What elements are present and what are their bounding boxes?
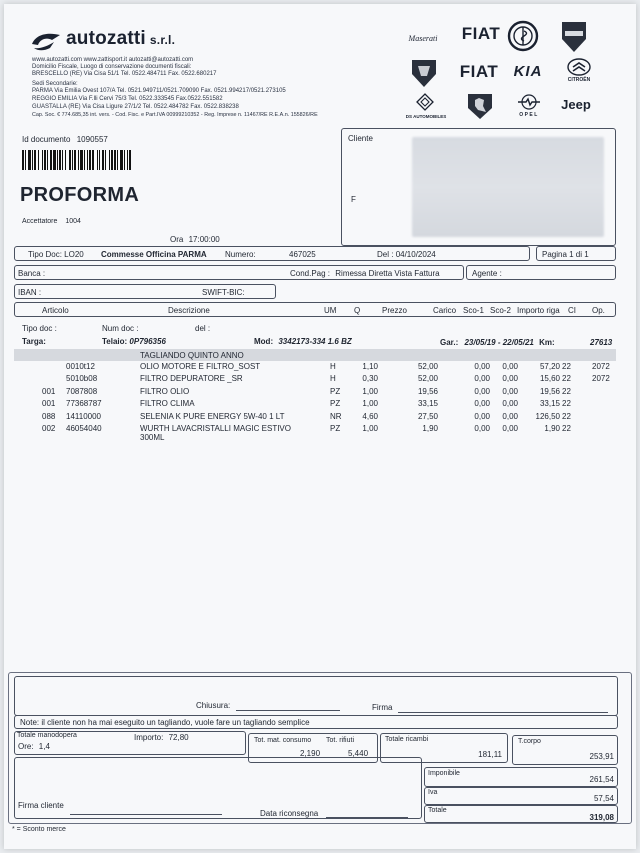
ricambi-label: Totale ricambi xyxy=(385,736,429,743)
firma-label: Firma xyxy=(372,703,393,712)
row-4-q: 1,00 xyxy=(362,399,378,409)
garanzia-value: 23/05/19 - 22/05/21 xyxy=(464,338,534,347)
company-branch-reggio: REGGIO EMILIA Via F.lli Cervi 75/3 Tel. 0522.333545 Fax.0522.551582 xyxy=(32,96,223,102)
document-id-value: 1090557 xyxy=(76,135,108,144)
ore-value: 1,4 xyxy=(38,742,50,751)
ref-tipo-doc: Tipo doc : xyxy=(22,324,57,333)
company-branch-parma: PARMA Via Emilia Ovest 107/A Tel. 0521.949711/0521.709090 Fax. 0521.994217/0521.273105 xyxy=(32,88,286,94)
firma-line xyxy=(398,712,608,713)
row-6-prezzo: 1,90 xyxy=(422,424,438,433)
row-6-sco2: 0,00 xyxy=(502,424,518,433)
row-5-sco1: 0,00 xyxy=(474,411,490,421)
row-3-q: 1,00 xyxy=(362,386,378,396)
cliente-label: Cliente xyxy=(348,134,373,143)
row-6-q: 1,00 xyxy=(362,424,378,433)
company-suffix: s.r.l. xyxy=(149,33,176,47)
row-1-q: 1,10 xyxy=(362,362,378,371)
col-ci: CI xyxy=(568,306,576,315)
lancia-logo-icon xyxy=(559,19,589,53)
row-1-desc: OLIO MOTORE E FILTRO_SOST xyxy=(140,362,261,371)
ds-automobiles-logo-icon xyxy=(414,92,436,112)
row-3-sco1: 0,00 xyxy=(474,386,490,396)
ricambi-value: 181,11 xyxy=(478,750,502,759)
accettatore xyxy=(22,218,81,225)
garanzia-label: Gar.: xyxy=(440,338,459,347)
col-um: UM xyxy=(324,306,337,315)
cond-pag-label: Cond.Pag : xyxy=(290,269,331,278)
row-3-ci: 22 xyxy=(562,386,571,396)
row-3-prezzo: 19,56 xyxy=(417,386,438,396)
imponibile-value: 261,54 xyxy=(589,775,614,784)
ora xyxy=(170,235,220,244)
row-5-desc: SELENIA K PURE ENERGY 5W-40 1 LT xyxy=(140,411,285,421)
data-riconsegna-label: Data riconsegna xyxy=(260,809,319,818)
maserati-logo: Maserati xyxy=(408,34,438,43)
col-importo: Importo riga xyxy=(517,306,560,315)
ore xyxy=(18,742,50,751)
row-6-desc: WURTH LAVACRISTALLI MAGIC ESTIVO xyxy=(140,424,291,433)
row-6-desc2: 300ML xyxy=(140,433,165,442)
col-prezzo: Prezzo xyxy=(382,306,407,315)
company-fiscal-label: Domicilio Fiscale, Luogo di conservazione documenti fiscali: xyxy=(32,64,192,70)
ora-value: 17:00:00 xyxy=(188,235,220,244)
row-6-sco1: 0,00 xyxy=(474,424,490,433)
row-5-importo: 126,50 xyxy=(535,411,560,421)
row-5-cls: 088 xyxy=(42,411,56,421)
company-main-address: BRESCELLO (RE) Via Cisa 51/1 Tel. 0522.484711 Fax. 0522.680217 xyxy=(32,71,217,77)
row-2-um: H xyxy=(330,374,336,384)
row-4-um: PZ xyxy=(330,399,341,409)
iva-label: Iva xyxy=(428,789,438,796)
cliente-box xyxy=(341,128,616,246)
banca-label: Banca : xyxy=(18,269,46,278)
ds-automobiles-logo-text: DS AUTOMOBILES xyxy=(405,114,447,119)
chiusura-label: Chiusura: xyxy=(196,701,231,710)
row-3-cls: 001 xyxy=(42,386,56,396)
row-6-importo: 1,90 xyxy=(544,424,560,433)
row-3-um: PZ xyxy=(330,386,341,396)
row-6-ci: 22 xyxy=(562,424,571,433)
col-op: Op. xyxy=(592,306,605,315)
proforma-document xyxy=(4,4,636,849)
col-sco1: Sco-1 xyxy=(463,306,484,315)
section-band xyxy=(14,349,616,361)
rifiuti-value: 5,440 xyxy=(348,749,369,758)
row-1-um: H xyxy=(330,362,336,371)
row-2-importo: 15,60 xyxy=(539,374,560,384)
tipo-doc-value: LO20 xyxy=(64,250,84,259)
citroen-logo-text: CITROËN xyxy=(567,77,591,83)
row-2-q: 0,30 xyxy=(362,374,378,384)
col-articolo: Articolo xyxy=(42,306,69,315)
ore-label: Ore: xyxy=(18,742,34,751)
totale-label: Totale xyxy=(428,807,447,814)
note-text: Note: il cliente non ha mai eseguito un tagliando, vuole fare un tagliando semplice xyxy=(20,718,310,727)
col-carico: Carico xyxy=(433,306,457,315)
barcode-bar xyxy=(131,150,133,170)
row-4-sco2: 0,00 xyxy=(502,399,518,409)
garanzia xyxy=(440,338,555,347)
row-4-cls: 001 xyxy=(42,399,56,409)
cond-pag-value: Rimessa Diretta Vista Fattura xyxy=(335,269,440,278)
document-id-label: Id documento xyxy=(22,135,71,144)
row-3-importo: 19,56 xyxy=(539,386,560,396)
row-2-sco2: 0,00 xyxy=(502,374,518,384)
kia-logo: KIA xyxy=(513,63,543,80)
company-name: autozatti xyxy=(66,28,146,49)
company-web-line: www.autozatti.com www.zattisport.it autozatti@autozatti.com xyxy=(32,57,194,63)
km-value: 27613 xyxy=(590,338,613,347)
importo-manodopera-label: Importo: xyxy=(134,733,164,742)
km-label: Km: xyxy=(539,338,555,347)
accettatore-label: Accettatore xyxy=(22,218,58,225)
citroen-logo-icon xyxy=(566,58,592,76)
swift-label: SWIFT-BIC: xyxy=(202,288,245,297)
ref-num-doc: Num doc : xyxy=(102,324,139,333)
row-2-sco1: 0,00 xyxy=(474,374,490,384)
agente-label: Agente : xyxy=(472,269,502,278)
mat-consumo-value: 2,190 xyxy=(300,749,321,758)
row-4-ci: 22 xyxy=(562,399,571,409)
col-sco2: Sco-2 xyxy=(490,306,511,315)
manodopera-label: Totale manodopera xyxy=(17,732,77,739)
row-6-art: 46054040 xyxy=(66,424,102,433)
tipo-doc-label: Tipo Doc: xyxy=(28,250,62,259)
section-title: TAGLIANDO QUINTO ANNO xyxy=(140,351,244,360)
pagina-label: Pagina 1 di 1 xyxy=(542,250,589,259)
totale-value: 319,08 xyxy=(589,813,614,822)
jeep-logo: Jeep xyxy=(561,97,591,112)
row-3-desc: FILTRO OLIO xyxy=(140,386,190,396)
modello xyxy=(254,337,352,346)
tcorpo-label: T.corpo xyxy=(518,738,541,745)
fiat-logo: FIAT xyxy=(461,24,501,43)
row-4-desc: FILTRO CLIMA xyxy=(140,399,195,409)
row-5-um: NR xyxy=(330,411,342,421)
telaio-value: 0P796356 xyxy=(129,337,166,346)
ora-label: Ora xyxy=(170,235,184,244)
firma-cliente-box xyxy=(14,757,422,819)
cliente-redacted-area xyxy=(412,137,604,237)
opel-logo-icon xyxy=(517,94,541,110)
row-5-prezzo: 27,50 xyxy=(417,411,438,421)
abarth-logo-icon xyxy=(410,58,438,88)
row-5-art: 14110000 xyxy=(66,411,101,421)
sconto-note: * = Sconto merce xyxy=(12,826,66,833)
cond-pag xyxy=(290,269,440,278)
row-1-sco2: 0,00 xyxy=(502,362,518,371)
row-2-desc: FILTRO DEPURATORE _SR xyxy=(140,374,243,384)
company-logo-text xyxy=(66,28,175,50)
modello-value: 3342173-334 1.6 BZ xyxy=(278,337,352,346)
row-1-ci: 22 xyxy=(562,362,571,371)
tipo-doc xyxy=(28,250,84,259)
targa-label: Targa: xyxy=(22,337,46,346)
row-4-sco1: 0,00 xyxy=(474,399,490,409)
cliente-partial-text: F xyxy=(351,195,356,204)
commesse-label: Commesse Officina PARMA xyxy=(101,250,207,259)
firma-cliente-line xyxy=(70,814,222,815)
fiat-professional-logo: FIAT xyxy=(459,62,499,81)
importo-manodopera xyxy=(134,733,189,742)
rifiuti-label: Tot. rifiuti xyxy=(326,737,355,744)
telaio xyxy=(102,337,166,346)
company-capital-line: Cap. Soc. € 774.685,35 int. vers. - Cod. Fisc. e Part.IVA 00999210352 - Reg. Imprese n. 11467/RE R.E.A.n. 155826/RE xyxy=(32,112,318,118)
telaio-label: Telaio: xyxy=(102,337,128,346)
tcorpo-value: 253,91 xyxy=(589,752,614,761)
firma-cliente-label: Firma cliente xyxy=(18,801,64,810)
row-2-art: 5010b08 xyxy=(66,374,98,384)
numero-label: Numero: xyxy=(225,250,256,259)
row-2-ci: 22 xyxy=(562,374,571,384)
row-6-um: PZ xyxy=(330,424,341,433)
modello-label: Mod: xyxy=(254,337,274,346)
col-descrizione: Descrizione xyxy=(168,306,210,315)
company-branches-label: Sedi Secondarie: xyxy=(32,81,78,87)
row-4-art: 77368787 xyxy=(66,399,102,409)
accettatore-value: 1004 xyxy=(65,218,81,225)
mat-consumo-label: Tot. mat. consumo xyxy=(254,737,312,744)
imponibile-label: Imponibile xyxy=(428,770,460,777)
importo-manodopera-value: 72,80 xyxy=(168,733,189,742)
opel-logo-text: OPEL xyxy=(519,112,539,118)
row-4-prezzo: 33,15 xyxy=(417,399,438,409)
numero-value: 467025 xyxy=(289,250,316,259)
iban-label: IBAN : xyxy=(18,288,42,297)
row-1-art: 0010t12 xyxy=(66,362,95,371)
row-1-sco1: 0,00 xyxy=(474,362,490,371)
alfa-romeo-logo-icon xyxy=(507,20,539,52)
document-id xyxy=(22,135,108,144)
data-riconsegna-line xyxy=(326,817,408,818)
tipo-doc-row xyxy=(14,246,530,261)
row-4-importo: 33,15 xyxy=(539,399,560,409)
barcode xyxy=(22,150,176,170)
row-5-ci: 22 xyxy=(562,411,571,421)
del-date xyxy=(377,250,436,259)
ref-del: del : xyxy=(195,324,211,333)
row-2-prezzo: 52,00 xyxy=(417,374,438,384)
row-1-importo: 57,20 xyxy=(539,362,560,371)
row-6-cls: 002 xyxy=(42,424,56,433)
del-date-value: 04/10/2024 xyxy=(395,250,436,259)
row-3-sco2: 0,00 xyxy=(502,386,518,396)
iva-value: 57,54 xyxy=(593,794,614,803)
row-3-art: 7087808 xyxy=(66,386,98,396)
del-date-label: Del : xyxy=(377,250,394,259)
chiusura-line xyxy=(236,710,340,711)
row-5-sco2: 0,00 xyxy=(502,411,518,421)
row-1-op: 2072 xyxy=(592,362,610,371)
company-branch-guastalla: GUASTALLA (RE) Via Cisa Ligure 27/1/2 Tel. 0522.484782 Fax. 0522.838238 xyxy=(32,104,239,110)
col-q: Q xyxy=(354,306,361,315)
row-5-q: 4,60 xyxy=(362,411,378,421)
row-2-op: 2072 xyxy=(592,374,610,384)
row-1-prezzo: 52,00 xyxy=(417,362,438,371)
peugeot-logo-icon xyxy=(465,92,495,120)
autozatti-logo-icon xyxy=(30,30,62,52)
document-title: PROFORMA xyxy=(20,184,140,206)
